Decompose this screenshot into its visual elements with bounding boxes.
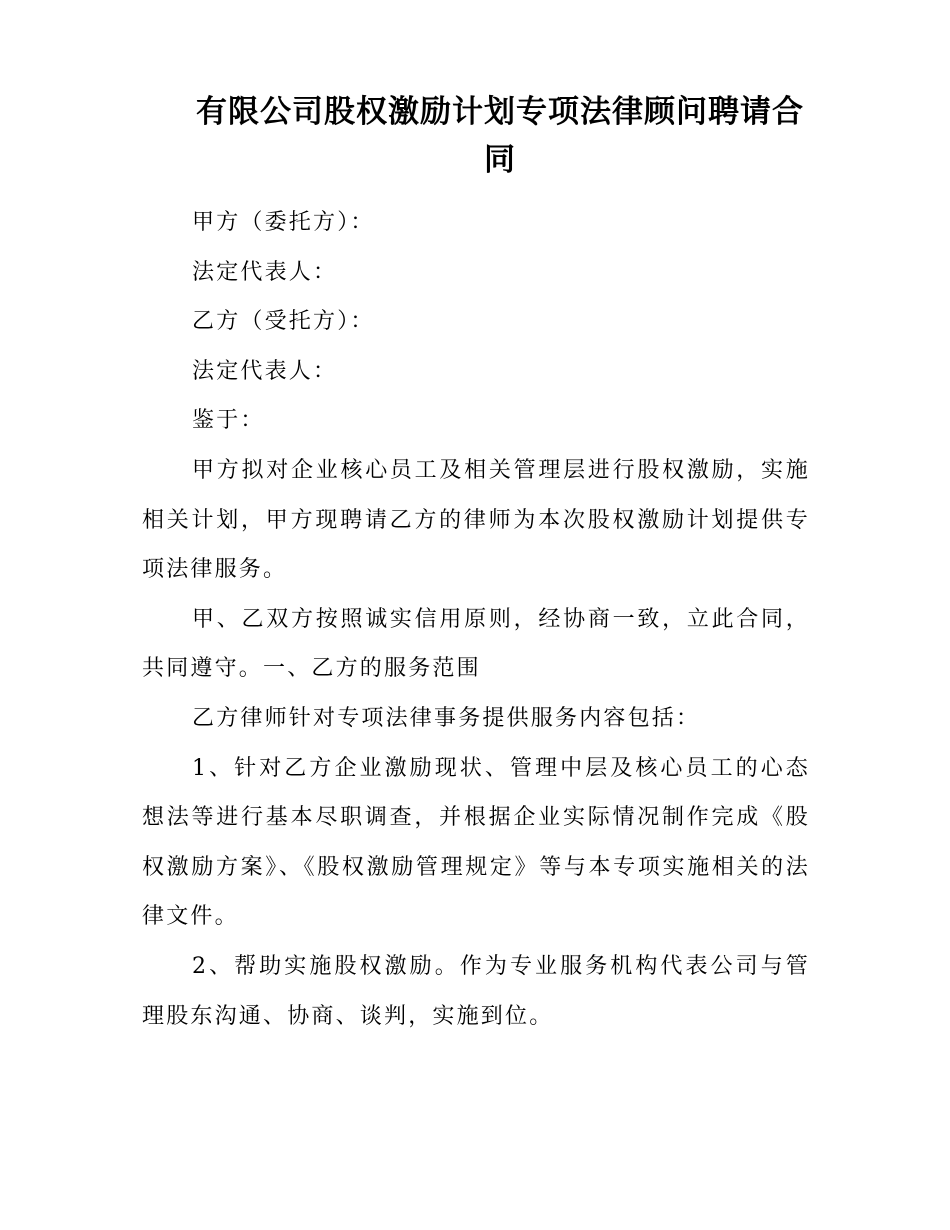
service-item-2: 2、帮助实施股权激励。作为专业服务机构代表公司与管理股东沟通、协商、谈判，实施到位。 <box>142 953 810 1029</box>
service-item-1: 1、针对乙方企业激励现状、管理中层及核心员工的心态想法等进行基本尽职调查，并根据企业实际情况制作完成《股权激励方案》、《股权激励管理规定》等与本专项实施相关的法律文件。 <box>142 755 810 930</box>
service-scope-intro: 乙方律师针对专项法律事务提供服务内容包括： <box>192 705 701 731</box>
recital-paragraph: 甲方拟对企业核心员工及相关管理层进行股权激励，实施相关计划，甲方现聘请乙方的律师为本次股权激励计划提供专项法律服务。 <box>142 457 810 583</box>
document-title: 有限公司股权激励计划专项法律顾问聘请合同 <box>196 94 804 178</box>
party-a-representative-line: 法定代表人： <box>192 259 338 285</box>
document-body <box>142 198 810 1041</box>
party-a-line: 甲方（委托方）： <box>192 210 375 235</box>
party-b-representative-line: 法定代表人： <box>192 358 338 384</box>
agreement-paragraph: 甲、乙双方按照诚实信用原则，经协商一致，立此合同，共同遵守。一、乙方的服务范围 <box>142 606 810 682</box>
whereas-heading: 鉴于： <box>192 408 265 434</box>
party-b-line: 乙方（受托方）： <box>192 309 375 335</box>
